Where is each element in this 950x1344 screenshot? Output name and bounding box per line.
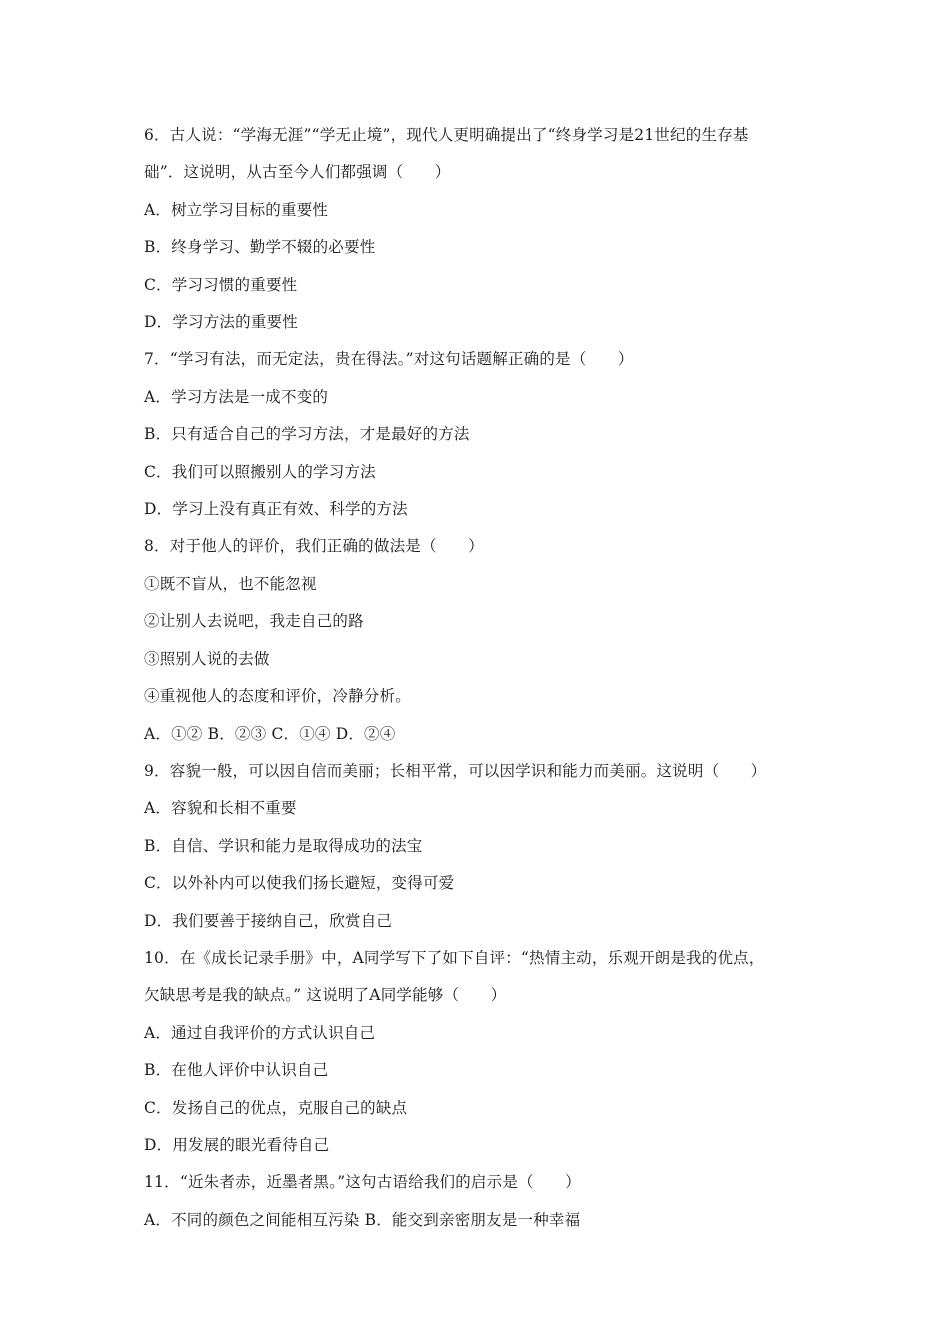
question-10-option-d: D．用发展的眼光看待自己 [144,1135,330,1154]
question-11-options-ab: A．不同的颜色之间能相互污染 B．能交到亲密朋友是一种幸福 [144,1210,581,1229]
question-10-option-a: A．通过自我评价的方式认识自己 [144,1023,376,1042]
question-7-stem: 7．“学习有法，而无定法，贵在得法。”对这句话题解正确的是（ ） [144,350,634,369]
question-9-option-d: D．我们要善于接纳自己，欣赏自己 [144,911,393,930]
question-10-option-b: B．在他人评价中认识自己 [144,1061,329,1080]
question-8-statement-3: ③照别人说的去做 [144,649,270,668]
question-6-option-d: D．学习方法的重要性 [144,313,298,332]
question-10-stem-line-2: 欠缺思考是我的缺点。” 这说明了A同学能够（ ） [144,986,507,1005]
question-7-option-d: D．学习上没有真正有效、科学的方法 [144,500,408,519]
question-8-statement-4: ④重视他人的态度和评价，冷静分析。 [144,687,411,706]
question-9-option-b: B．自信、学识和能力是取得成功的法宝 [144,836,423,855]
question-10-option-c: C．发扬自己的优点，克服自己的缺点 [144,1098,408,1117]
document-page [144,117,814,1239]
question-11-stem: 11．“近朱者赤，近墨者黑。”这句古语给我们的启示是（ ） [144,1173,581,1192]
question-6-option-c: C．学习习惯的重要性 [144,275,298,294]
question-8-statement-2: ②让别人去说吧，我走自己的路 [144,612,364,631]
question-8-options: A．①② B．②③ C．①④ D．②④ [144,724,396,743]
question-7-option-a: A．学习方法是一成不变的 [144,387,329,406]
question-9-stem: 9．容貌一般，可以因自信而美丽；长相平常，可以因学识和能力而美丽。这说明（ ） [144,761,767,780]
question-9-option-c: C．以外补内可以使我们扬长避短，变得可爱 [144,874,455,893]
question-10-stem-line-1: 10．在《成长记录手册》中，A同学写下了如下自评：“热情主动，乐观开朗是我的优点， [144,948,765,967]
question-6-option-b: B．终身学习、勤学不辍的必要性 [144,238,376,257]
question-8-statement-1: ①既不盲从，也不能忽视 [144,574,317,593]
question-6-option-a: A．树立学习目标的重要性 [144,200,329,219]
question-9-option-a: A．容貌和长相不重要 [144,799,297,818]
question-7-option-c: C．我们可以照搬别人的学习方法 [144,462,376,481]
question-7-option-b: B．只有适合自己的学习方法，才是最好的方法 [144,425,470,444]
question-6-stem-line-2: 础”．这说明，从古至今人们都强调（ ） [144,163,451,182]
question-8-stem: 8．对于他人的评价，我们正确的做法是（ ） [144,537,484,556]
question-6-stem-line-1: 6．古人说：“学海无涯”“学无止境”，现代人更明确提出了“终身学习是21世纪的生存基 [144,126,749,144]
